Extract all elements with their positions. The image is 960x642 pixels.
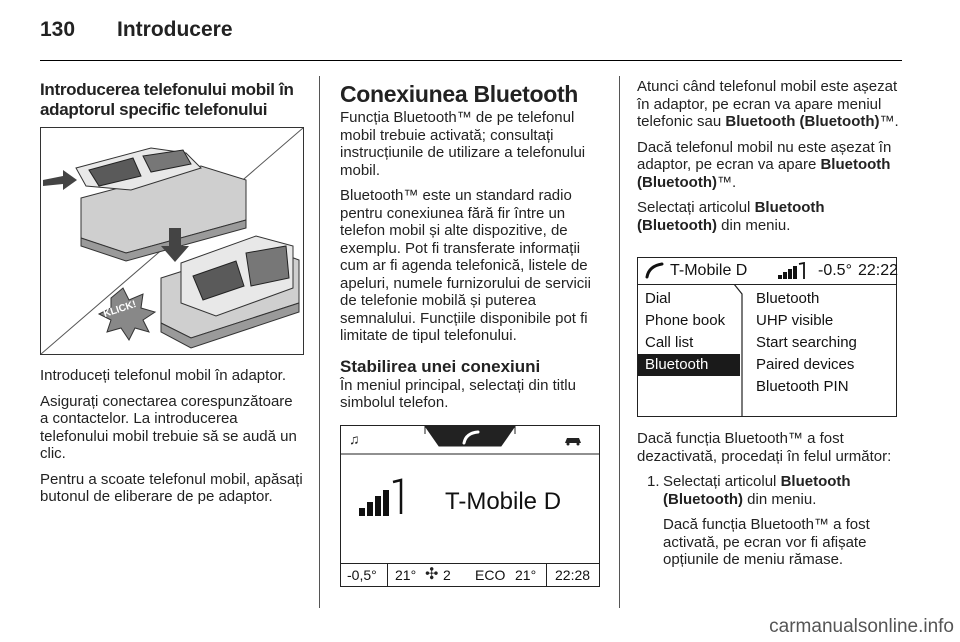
column-1 [40, 80, 305, 120]
menu-item-bluetooth-selected[interactable]: Bluetooth [638, 354, 740, 376]
column-1-text [40, 367, 305, 506]
provider-name: T-Mobile D [670, 262, 748, 279]
text: din meniu. [742, 490, 817, 508]
signal-strength-icon [778, 262, 808, 282]
paragraph [637, 139, 905, 192]
menu-name: Bluetooth (Bluetooth) [663, 473, 851, 508]
main-menu-list [638, 288, 740, 376]
text: ™. [716, 173, 737, 191]
paragraph: Bluetooth™ este un standard radio pentru conexiunea fără fir între un telefon mobil și alte dispozitive, de exemplu. Pot fi transferate informații cum ar fi agenda telefonică, listele de apeluri, numele furnizorului de servicii de telefonie mobilă și puterea semnalului. Funcțiile disponibile pot fi limitate de tipul telefonului. [340, 187, 591, 344]
submenu-item-uhp-visible[interactable]: UHP visible [756, 312, 834, 329]
phone-display-menu [637, 257, 897, 417]
paragraph: În meniul principal, selectați din titlu simbolul telefon. [340, 376, 576, 411]
display-header-rule [638, 284, 896, 285]
phone-handset-icon [644, 262, 666, 280]
numbered-step [637, 473, 905, 569]
subheading: Stabilirea unei conexiuni [340, 356, 541, 376]
clock: 22:22 [858, 262, 899, 279]
paragraph [637, 78, 905, 131]
bluetooth-submenu-list [756, 288, 894, 398]
signal-strength-icon [359, 478, 411, 518]
text: Selectați articolul [637, 199, 755, 216]
paragraph: Funcția Bluetooth™ de pe telefonul mobil trebuie activată; consultați instrucțiunile de utilizare a telefonului mobil. [340, 109, 586, 179]
menu-item-call-list[interactable]: Call list [645, 334, 694, 351]
menu-name: Bluetooth (Bluetooth) [637, 156, 891, 191]
header-rule [40, 60, 902, 61]
phone-handset-icon [461, 430, 483, 446]
section-heading: Introducerea telefonului mobil în adaptorul specific telefonului [40, 80, 294, 119]
menu-item-dial[interactable]: Dial [645, 290, 671, 307]
paragraph: Pentru a scoate telefonul mobil, apăsați butonul de eliberare de pe adaptor. [40, 470, 303, 505]
column-2 [340, 81, 608, 412]
paragraph: Asigurați conectarea corespunzătoare a contactelor. La introducerea telefonului mobil trebuie să se audă un clic. [40, 392, 297, 462]
divider [546, 564, 547, 586]
column-3-lower [637, 430, 905, 569]
provider-name: T-Mobile D [445, 488, 562, 515]
watermark: carmanualsonline.info [769, 616, 954, 637]
section-heading: Conexiunea Bluetooth [340, 81, 579, 107]
divider [387, 564, 388, 586]
paragraph: Dacă funcția Bluetooth™ a fost dezactivată, procedați în felul următor: [637, 430, 892, 465]
fan-icon: ✣ [425, 566, 439, 583]
text: din meniu. [716, 216, 791, 234]
submenu-item-start-searching[interactable]: Start searching [756, 334, 857, 351]
paragraph [637, 199, 905, 234]
paragraph: Introduceți telefonul mobil în adaptor. [40, 367, 286, 384]
display-bottom-rule [341, 563, 599, 564]
menu-name: Bluetooth (Bluetooth) [725, 113, 880, 130]
temperature-right: 21° [515, 567, 537, 583]
outside-temperature: -0.5° [818, 262, 852, 279]
phone-adapter-drawing [41, 128, 303, 354]
page-number: 130 [40, 18, 76, 41]
column-3 [637, 78, 905, 234]
section-title: Introducere [117, 18, 233, 41]
submenu-item-bluetooth[interactable]: Bluetooth [756, 290, 820, 307]
paragraph [663, 473, 905, 508]
outside-temperature: -0,5° [347, 567, 377, 583]
eco-indicator: ECO [475, 567, 506, 583]
column-divider [619, 76, 620, 608]
music-icon: ♫ [349, 431, 360, 447]
paragraph: Dacă funcția Bluetooth™ a fost activată, pe ecran vor fi afișate opțiunile de meniu rămase. [663, 516, 870, 568]
klick-label: KLICK! [102, 299, 138, 320]
text: Dacă telefonul mobil nu este așezat în adaptor, pe ecran va apare [637, 138, 892, 173]
column-divider [319, 76, 320, 608]
text: Atunci când telefonul mobil este așezat în adaptor, pe ecran va apare meniul telefonic sau [637, 78, 898, 130]
car-icon [563, 434, 583, 446]
temperature-left: 21° [395, 567, 417, 583]
text: ™. [879, 113, 899, 130]
step-number: 1. [647, 473, 660, 490]
submenu-item-paired-devices[interactable]: Paired devices [756, 356, 855, 373]
phone-display-main [340, 425, 600, 587]
text: Selectați articolul [663, 473, 781, 490]
submenu-item-bluetooth-pin[interactable]: Bluetooth PIN [756, 378, 849, 395]
fan-level: 2 [443, 567, 451, 583]
clock: 22:28 [555, 567, 591, 583]
phone-adapter-illustration [40, 127, 304, 355]
menu-item-phone-book[interactable]: Phone book [645, 312, 726, 329]
menu-name: Bluetooth (Bluetooth) [637, 199, 825, 234]
